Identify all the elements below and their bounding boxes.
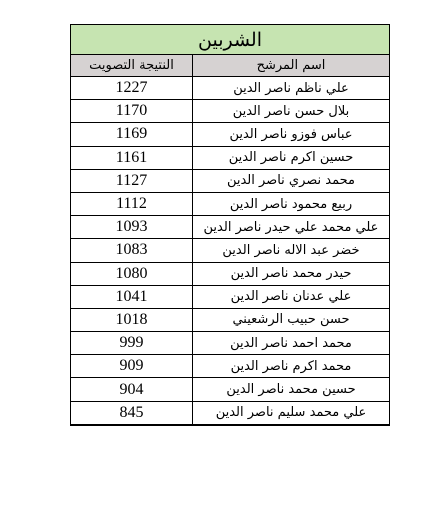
- candidate-name: محمد احمد ناصر الدين: [193, 332, 390, 355]
- table-row: [71, 192, 390, 215]
- table-row: [71, 146, 390, 169]
- vote-count: 999: [71, 332, 193, 355]
- vote-count: 1127: [71, 169, 193, 192]
- vote-count: 1093: [71, 216, 193, 239]
- candidate-name: بلال حسن ناصر الدين: [193, 100, 390, 123]
- candidate-name: علي محمد علي حيدر ناصر الدين: [193, 216, 390, 239]
- table-title: الشربين: [71, 25, 390, 55]
- vote-count: 1041: [71, 285, 193, 308]
- vote-count: 909: [71, 355, 193, 378]
- vote-count: 1227: [71, 77, 193, 100]
- vote-count: 1161: [71, 146, 193, 169]
- candidate-name: علي عدنان ناصر الدين: [193, 285, 390, 308]
- candidate-name: ربيع محمود ناصر الدين: [193, 192, 390, 215]
- table-row: [71, 239, 390, 262]
- table-row: [71, 308, 390, 331]
- candidate-name: حيدر محمد ناصر الدين: [193, 262, 390, 285]
- table-row: [71, 169, 390, 192]
- header-vote-result: النتيجة التصويت: [71, 55, 193, 77]
- vote-count: 1169: [71, 123, 193, 146]
- table-row: [71, 123, 390, 146]
- candidate-name: علي ناظم ناصر الدين: [193, 77, 390, 100]
- vote-count: 1170: [71, 100, 193, 123]
- table-row: [71, 401, 390, 425]
- candidate-name: محمد اكرم ناصر الدين: [193, 355, 390, 378]
- table-row: [71, 332, 390, 355]
- results-table: [70, 24, 390, 426]
- candidate-name: خضر عبد الاله ناصر الدين: [193, 239, 390, 262]
- vote-count: 1083: [71, 239, 193, 262]
- vote-count: 845: [71, 401, 193, 425]
- candidate-name: حسن حبيب الرشعيني: [193, 308, 390, 331]
- table-row: [71, 100, 390, 123]
- table-row: [71, 77, 390, 100]
- candidate-name: عباس فوزو ناصر الدين: [193, 123, 390, 146]
- table-row: [71, 262, 390, 285]
- vote-count: 904: [71, 378, 193, 401]
- table-row: [71, 378, 390, 401]
- vote-count: 1112: [71, 192, 193, 215]
- table-row: [71, 355, 390, 378]
- table-row: [71, 285, 390, 308]
- vote-count: 1080: [71, 262, 193, 285]
- candidate-name: محمد نصري ناصر الدين: [193, 169, 390, 192]
- candidate-name: حسين محمد ناصر الدين: [193, 378, 390, 401]
- header-candidate-name: اسم المرشح: [193, 55, 390, 77]
- header-row: [71, 55, 390, 77]
- table-row: [71, 216, 390, 239]
- vote-count: 1018: [71, 308, 193, 331]
- candidate-name: علي محمد سليم ناصر الدين: [193, 401, 390, 425]
- title-row: [71, 25, 390, 55]
- candidate-name: حسين اكرم ناصر الدين: [193, 146, 390, 169]
